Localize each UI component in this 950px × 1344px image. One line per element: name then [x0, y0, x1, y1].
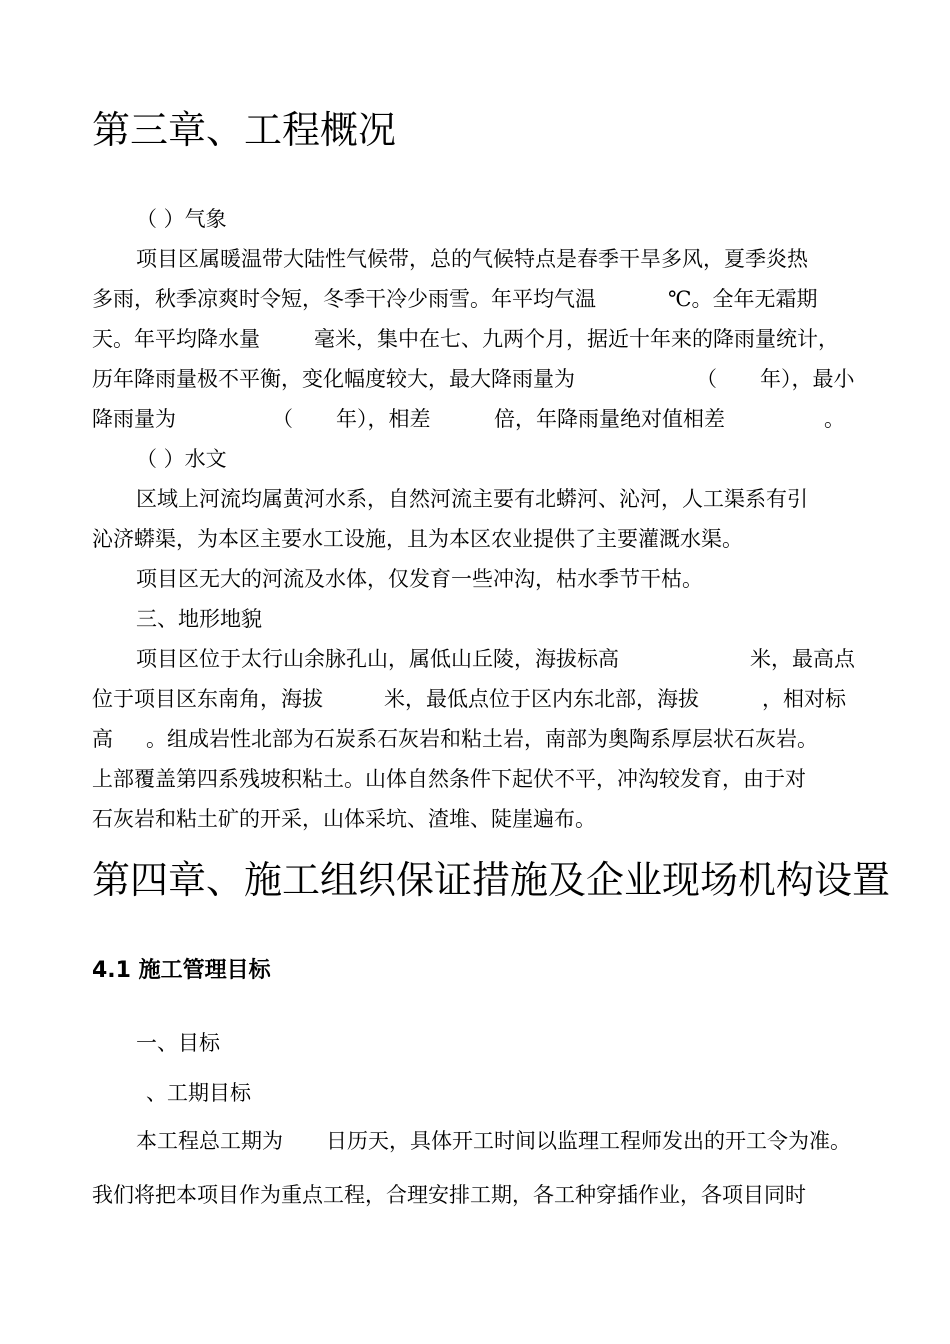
schedule-line-1a: 本工程总工期为: [136, 1129, 283, 1153]
section-hydrology-heading: （ ）水文: [136, 447, 227, 471]
terrain-line-2b: 米，最低点位于区内东北部，海拔: [384, 687, 699, 711]
section-4-1-title: 4.1 施工管理目标: [92, 958, 271, 983]
section-terrain-heading: 三、地形地貌: [136, 607, 262, 631]
weather-line-5b: （: [272, 407, 293, 431]
weather-line-5e: 。: [824, 407, 845, 431]
weather-line-2b: ℃。全年无霜期: [668, 287, 818, 311]
schedule-line-1b: 日历天，具体开工时间以监理工程师发出的开工令为准。: [326, 1129, 851, 1153]
terrain-line-3b: 。组成岩性北部为石炭系石灰岩和粘土岩，南部为奥陶系厚层状石灰岩。: [146, 727, 818, 751]
chapter-4-title: 第四章、施工组织保证措施及企业现场机构设置: [92, 858, 891, 902]
hydrology-line-2: 沁济蟒渠，为本区主要水工设施，且为本区农业提供了主要灌溉水渠。: [92, 527, 743, 551]
item-goal: 一、目标: [136, 1031, 220, 1055]
weather-line-4b: （: [696, 367, 717, 391]
terrain-line-3a: 高: [92, 727, 113, 751]
item-schedule-goal: 、工期目标: [146, 1081, 251, 1105]
terrain-line-2a: 位于项目区东南角，海拔: [92, 687, 323, 711]
section-weather-heading: （ ）气象: [136, 207, 227, 231]
weather-line-3b: 毫米，集中在七、九两个月，据近十年来的降雨量统计，: [314, 327, 839, 351]
terrain-line-2c: ，相对标: [762, 687, 846, 711]
weather-line-2: 多雨，秋季凉爽时令短，冬季干冷少雨雪。年平均气温: [92, 287, 596, 311]
weather-line-3a: 天。年平均降水量: [92, 327, 260, 351]
hydrology-line-3: 项目区无大的河流及水体，仅发育一些冲沟，枯水季节干枯。: [136, 567, 703, 591]
hydrology-line-1: 区域上河流均属黄河水系，自然河流主要有北蟒河、沁河，人工渠系有引: [136, 487, 808, 511]
terrain-line-1b: 米，最高点: [750, 647, 855, 671]
terrain-line-4: 上部覆盖第四系残坡积粘土。山体自然条件下起伏不平，冲沟较发育，由于对: [92, 767, 806, 791]
schedule-line-2: 我们将把本项目作为重点工程，合理安排工期，各工种穿插作业，各项目同时: [92, 1183, 806, 1207]
chapter-3-title: 第三章、工程概况: [92, 108, 397, 152]
terrain-line-1a: 项目区位于太行山余脉孔山，属低山丘陵，海拔标高: [136, 647, 619, 671]
terrain-line-5: 石灰岩和粘土矿的开采，山体采坑、渣堆、陡崖遍布。: [92, 807, 596, 831]
weather-line-5d: 倍，年降雨量绝对值相差: [494, 407, 725, 431]
weather-line-4c: 年），最小: [760, 367, 855, 391]
weather-line-1: 项目区属暖温带大陆性气候带，总的气候特点是春季干旱多风，夏季炎热: [136, 247, 808, 271]
weather-line-5c: 年），相差: [336, 407, 431, 431]
weather-line-4a: 历年降雨量极不平衡，变化幅度较大，最大降雨量为: [92, 367, 575, 391]
weather-line-5a: 降雨量为: [92, 407, 176, 431]
